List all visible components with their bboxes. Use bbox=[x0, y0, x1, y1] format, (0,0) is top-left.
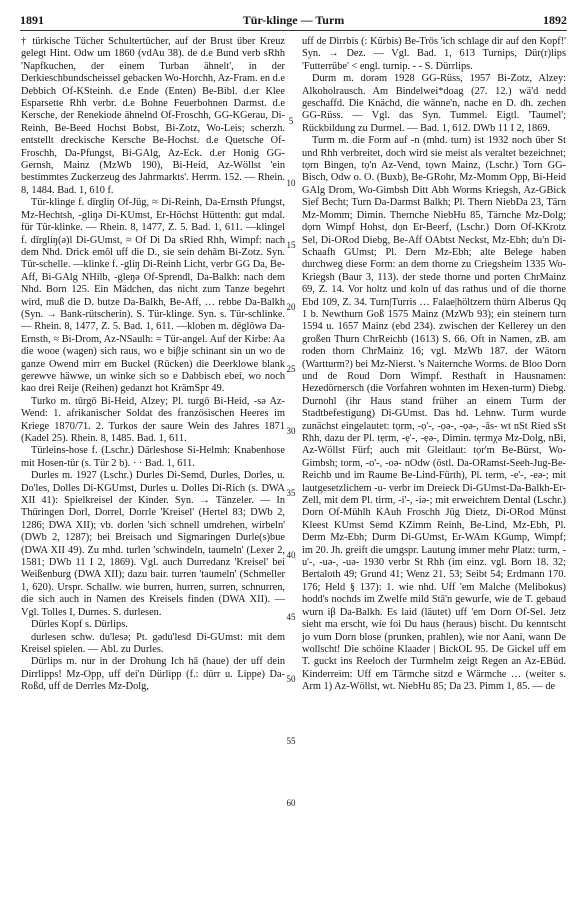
line-number: 5 bbox=[288, 116, 294, 126]
line-number: 55 bbox=[286, 736, 296, 746]
line-number: 45 bbox=[286, 612, 296, 622]
page-number-left: 1891 bbox=[20, 13, 44, 27]
line-number: 60 bbox=[286, 798, 296, 808]
line-number: 25 bbox=[286, 364, 296, 374]
left-column bbox=[21, 36, 285, 896]
line-number: 20 bbox=[286, 302, 296, 312]
line-number: 10 bbox=[286, 178, 296, 188]
entry-duerlips: Dürlips m. nur in der Drohung Ich hā (haue) der uff dein Dirrlipps! Mz-Opp, uff dei'n Dürlipp (f.: dürr u. Lippe) Da-Roßd, uff de Derrles Mz-Dolg, bbox=[21, 656, 285, 693]
line-number: 30 bbox=[286, 426, 296, 436]
line-number: 50 bbox=[286, 674, 296, 684]
running-header bbox=[20, 13, 567, 29]
page-number-right: 1892 bbox=[543, 13, 567, 27]
right-column bbox=[302, 36, 566, 896]
line-number: 35 bbox=[286, 488, 296, 498]
line-number: 40 bbox=[286, 550, 296, 560]
header-rule bbox=[20, 30, 567, 31]
entry-duerles-kopf: Dürles Kopf s. Dürlips. bbox=[31, 619, 128, 631]
entry-duerlips-continued: uff de Dirrbis (: Kürbis) Be-Trös 'ich schlage dir auf den Kopf!' Syn. → Dez. — Vgl. Bad. 1, 613 Turnips, Dür(r)lips 'Futterrübe' < engl. turnip. - - S. Dürrlips. bbox=[302, 36, 566, 72]
running-title: Tür-klinge — Turm bbox=[242, 13, 345, 27]
entry-tuer-klinge: Tür-klinge f. dīrgliŋ Of-Jüg, ≈ Di-Reinh, Da-Ernsth Pfungst, Mz-Hechtsh, -gliŋə Di-KUmst, Er-Höchst Hüttenth: gut mdal. für Tür-klinke. — Rhein. 8, 1477, Z. 5. Bad. 1, 611. —klingel f. dīrgliŋ(ə)l Di-GUmst, ≈ Of Di Da sRied Rhh, Wimpf: nach dem Nhd. Drick emōl uff die D., sie sein dehām Bi-Zotz. Syn. Tür-schelle. —klinke f. -gliŋ Di-Reinh Licht, verbr GG Da, Be-Aff, Bi-GAlg NHilb, -gleŋə Of-Sprendl, Da-Balkh: nach dem Nhd. Born 125. Ein Mädchen, das nicht zum Tanze begehrt wird, muß die D. butze Da-Balkh, Be-Aff, … rebbe Da-Balkh (Syn. → Bank-rütscherin). S. Tür-klinge. Syn. s. Tür-schlinke. — Rhein. 8, 1477, Z. 5. Bad. 1, 611. —kloben m. dēglōwə Da-Ernsth, ≈ Bi-Drom, Az-NSaulh: = Tür-angel. Auf der Kirbe: Aa die wooe (wagen) sich raus, wo e biβje schinant sin un wo de ganze Owend mirr em Buckel (Rücken) die Deerklowe blank gerewve häwwe, un winke sich so e Dabbisch ebei, wo noch kao drei Reije (Reihen) gedanzt hot KrämSpr 49. bbox=[21, 197, 285, 395]
entry-durlesen: durlesen schw. du'lesə; Pt. gədu'lesd Di-GUmst: mit dem Kreisel spielen. — Abl. zu Durles. bbox=[21, 631, 285, 655]
entry-tuerkisch: † türkische Tücher Schultertücher, auf der Brust über Kreuz gelegt Hint. Odw um 1860 (vdAu 38). de d.e Bund verb sRhh 'Napfkuchen, der einem Turban ähnelt', in der Derkieschbundscheissel gebacken Wo-Horchh, Az-Fram. en d.e Debbich Of-KSteinh. d.e Ende (Enten) Be-Bibl. d.er Klee Esparsette Rhh verbr. d.e Bohne Feuerbohnen Darmst. d.e Kersche, der Renekiode ähnelnd Of-Froschh, GG-KGerau, Di-Reinh, Be-Beed Hochst Bobst, Bi-Zotz, Wo-Leis; scherzh. entstellt dreckische Kersche Be-Hochst. d.e Quetsche Of-Froschh, Da-Pfungst, Bi-GAlg, Az-Eck. d.er Honig GG-Gernsh, Mainz (MzWb 190), Bi-Heid, Az-Wöllst 'ein bestimmtes Zuckerzeug des Jahrmarkts'. Herrm. 152. — Rhein. 8, 1484. Bad. 1, 610 f. bbox=[21, 36, 285, 196]
entry-durm: Durm m. dorəm 1928 GG-Rüss, 1957 Bi-Zotz, Alzey: Alkoholrausch. Am Bindelwei*doag (27. 12.) wä'd nedd geschaffd. Die Knächd, die wänne'n, nache en D. dh. zechen GG-Rüss. — Vgl. das Syn. Tummel. Eigtl. 'Taumel'; Rückbildung zu Durmel. — Bad. 1, 612. DWb 11 I 2, 1869. bbox=[302, 73, 566, 134]
line-number: 15 bbox=[286, 240, 296, 250]
entry-turko: Turko m. tūrgō Bi-Heid, Alzey; Pl. turgō Bi-Heid, -sə Az-Wend: 1. afrikanischer Soldat des französischen Heeres im Kriege 1870/71. 2. Turkos der saure Wein des Jahres 1871 (Kadel 25). Rhein. 8, 1485. Bad. 1, 611. bbox=[21, 395, 285, 444]
entry-turm: Turm m. die Form auf -n (mhd. turn) ist 1932 noch über St und Rhh verbreitet, doch wird sie meist als veraltet bezeichnet; tọrn Bingen, tọ'n Az-Vend, tọwn Mainz, (Lschr.) Torn GG-Bisch, Odw o. O. (Buxb), Be-GRohr, Mz-Momm Opp, Bi-Heid GAlg Drom, Wo-Gimbsh Ditt Abh Worms Kriegsh, Az-GBick Sief Becht; Turn Da-Darmst Balkh; Pl. Thern NiebDa 23, Tärn Mz-Momm; Dimin. Thernche NiebHu 85, Tärnche Mz-Dolg; dọrn Wimpf Hohst, dọn Er-Beerf, (Lschr.) Dorn Of-KKrotz Sel, Di-ORod Diebg, Be-Aff OAbtst Neckst, Mz-Ebh; du'n Di-Schaafh GUmst; Pl. Dern Mz-Ebh; alte Belege haben durchweg diese Form: an dem thorne zu Criegsheim 1335 Wo-Kriegsh (Baur 3, 113). der stede thorne und porten ChrMainz 69, Z. 14. Vor holtz und koln uf das rathus und of die thorne Ebd 109, Z. 34. Turn|Turris … Falae|höltzern thürn Alberus Qq 1 b. Newthurn Goß 1575 Mainz (MzWb 93); ein steinern turn 1594 u. 1657 Mainz (ebd 234). zwischen der Kellerey un den großen Thurn ChrReichb (1613) S. 66. Oft in Namen, zB. am roden thorn ChrMainz 16; vgl. MzWb 187. der Wätorn (Wartturm?) bei Mz-Nierst. 's Naiternche Worms. de Bloo Dorn und de Roud Dorn Wimpf. Resthaft in Hausnamen: Hezedörnersch (die Vorfahren wohnten im Hexen-turm) Diebg. Durnohl (ihr Haus stand früher an einem Turm der Stadtbefestigung) Di-GUmst. Das hd. Lehnw. Turm wurde zunächst eingelautet: tọrm, -ọ'-, -ọə-, -ọə-, -ās- wt nSt Ried sSt Rhh, dazu der Pl. tẹrm, -ẹ'-, -ẹə-, Dimin. tẹrmχə Mz-Dolg, nBi, Az-Wöllst Fürf; auch mit Gleitlaut: tọr'm Be-Bürst, Wo-Gimbsh; torm, -o'-, -oə- nOdw (östl. Da-ORamst-Seeh-Jug-Be-Reichb und im Raume Be-Lind-Fürth), Pl. term, -e'-, -eə-; mit lautgesetzlichem -u- verbr im Dreieck Di-GUmst-Da-Balkh-Er-Zell, mit dem Pl. tirm, -i'-, -iə-; mit erweichtem Dental (Lschr.) Dorn Of-Mühlh KAuh Froschh Jūg Dietz, Di-ORod Münst Kleest KUmst Semd KZimm Reinh, Be-Lind, Mz-Ebh, Pl. Derm Mz-Ebh; Durm Di-GUmst, Er-WAm KGump, Wimpf; im 20. Jh. greift die umgspr. Lautung immer mehr Platz: turm, -u'-, -uə-, -uə- 1930 verbr St Rhh (im einz. vgl. Born 18. 32; Bertaloth 49; Grund 41; Wenz 21. 53; Seibt 54; Erdmann 170. 176; Held § 137): 1. wie nhd. Uff 'em Malche (Melibokus) hodd's nochds im Zwelfe mild Stā'n gewurfe, wie de T. gebaud wurn iβ Da-Balkh. Es laid (läutet) uff 'em Dorn Of-Sel. Jetz sieht ma erscht, wie foi Du haus (heraus) bischt. Du kenntscht jo vum Dorn blose (prunken, prahlen), wie nor Aani, wann De wollscht! Die schöine Klaader | BickOL 95. De Gickel uff em T. guckt ins Reeloch der Turmhelm zeigt Regen an Az-EBüd. Kinderreim: Uff em Tärmche sitzd e Wärmche … (weiter s. Arm 1) Az-Wöllst, wt. NiebHu 85; Da 23. Pimm 1, 85. — de bbox=[302, 135, 567, 693]
entry-durles: Durles m. 1927 (Lschr.) Durles Di-Semd, Durles, Dorles, u. Do'les, Dolles Di-KGUmst, Durles u. Dolles Di-Rich (s. DWA XII 41): Spielkreisel der Kinder. Syn. → Tänzeler. — In Thüringen Dorl, Dorrel, Dorrle 'Kreisel' (Hertel 83; DWb 2, 1286; DWA XII); vb. dorlen 'sich schnell umdrehen, wirbeln' (DWb 2, 1287); bei Breisach und Sigmaringen Durle(s)bue (DWA XII 49). Zu mhd. turlen 'schwindeln, taumeln' (Lexer 2, 1581; DWb 11 I 2, 1869). Vgl. auch Durredanz 'Kreisel' bei Weißenburg (DWA XII); dazu bair. turren 'taumeln' (Schmeller 1, 620). Urspr. Schallw. wie burren, hurren, surren, schnurren, die sich auch in Namen des Kreisels finden (DWA XII). — Vgl. Tolles I, Durnes. S. durlesen. bbox=[21, 470, 285, 618]
entry-tuerleins-hose: Türleins-hose f. (Lschr.) Därleshose Si-Helmh: Knabenhose mit Hosen-tür (s. Tür 2 b). · · Bad. 1, 611. bbox=[21, 445, 285, 469]
